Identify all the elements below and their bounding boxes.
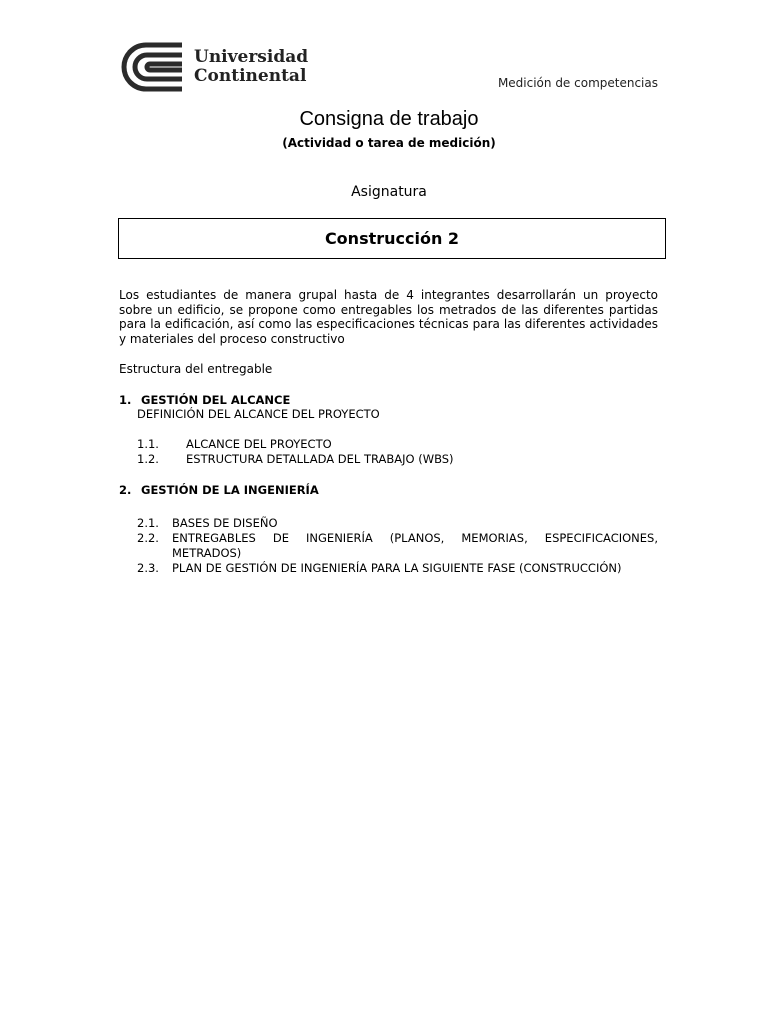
university-name-line2: Continental [194, 66, 307, 86]
item-number: 1.1. [137, 437, 159, 451]
section-intro: DEFINICIÓN DEL ALCANCE DEL PROYECTO [137, 407, 380, 421]
page-title: Consigna de trabajo [299, 108, 479, 130]
deliverable-label: Estructura del entregable [119, 362, 273, 376]
list-item [137, 516, 278, 531]
section-heading [119, 483, 319, 498]
section-number: 1. [119, 393, 132, 407]
subject-label: Asignatura [351, 184, 427, 200]
item-text: ESTRUCTURA DETALLADA DEL TRABAJO (WBS) [186, 452, 454, 466]
course-name-box [118, 218, 666, 259]
section-label: Medición de competencias [497, 76, 658, 90]
list-item [137, 531, 658, 546]
list-item [137, 452, 454, 467]
item-number: 2.3. [137, 561, 159, 575]
section-title: GESTIÓN DEL ALCANCE [141, 393, 291, 407]
section-heading [119, 393, 290, 408]
universidad-continental-logo-icon [118, 42, 184, 92]
course-name: Construcción 2 [324, 229, 460, 248]
item-text: ENTREGABLES DE INGENIERÍA (PLANOS, MEMORIAS, ESPECIFICACIONES, [172, 531, 658, 545]
list-item [137, 561, 622, 576]
item-number: 1.2. [137, 452, 159, 466]
item-number: 2.1. [137, 516, 159, 530]
university-logo [118, 42, 309, 94]
item-text: BASES DE DISEÑO [172, 516, 278, 530]
item-text: ALCANCE DEL PROYECTO [186, 437, 332, 451]
section-number: 2. [119, 483, 132, 497]
description-paragraph: Los estudiantes de manera grupal hasta de 4 integrantes desarrollarán un proyecto sobre un edificio, se propone como entregables los metrados de las diferentes partidas para la edificación, así como las especificaciones técnicas para las diferentes actividades y materiales del proceso constructivo [119, 288, 658, 346]
section-title: GESTIÓN DE LA INGENIERÍA [141, 483, 319, 497]
item-number: 2.2. [137, 531, 159, 545]
page-subtitle: (Actividad o tarea de medición) [282, 136, 496, 150]
item-text-continued: METRADOS) [172, 546, 242, 560]
university-name-line1: Universidad [194, 47, 309, 67]
university-name [194, 48, 308, 86]
list-item [137, 437, 332, 452]
item-text: PLAN DE GESTIÓN DE INGENIERÍA PARA LA SIGUIENTE FASE (CONSTRUCCIÓN) [172, 561, 622, 575]
